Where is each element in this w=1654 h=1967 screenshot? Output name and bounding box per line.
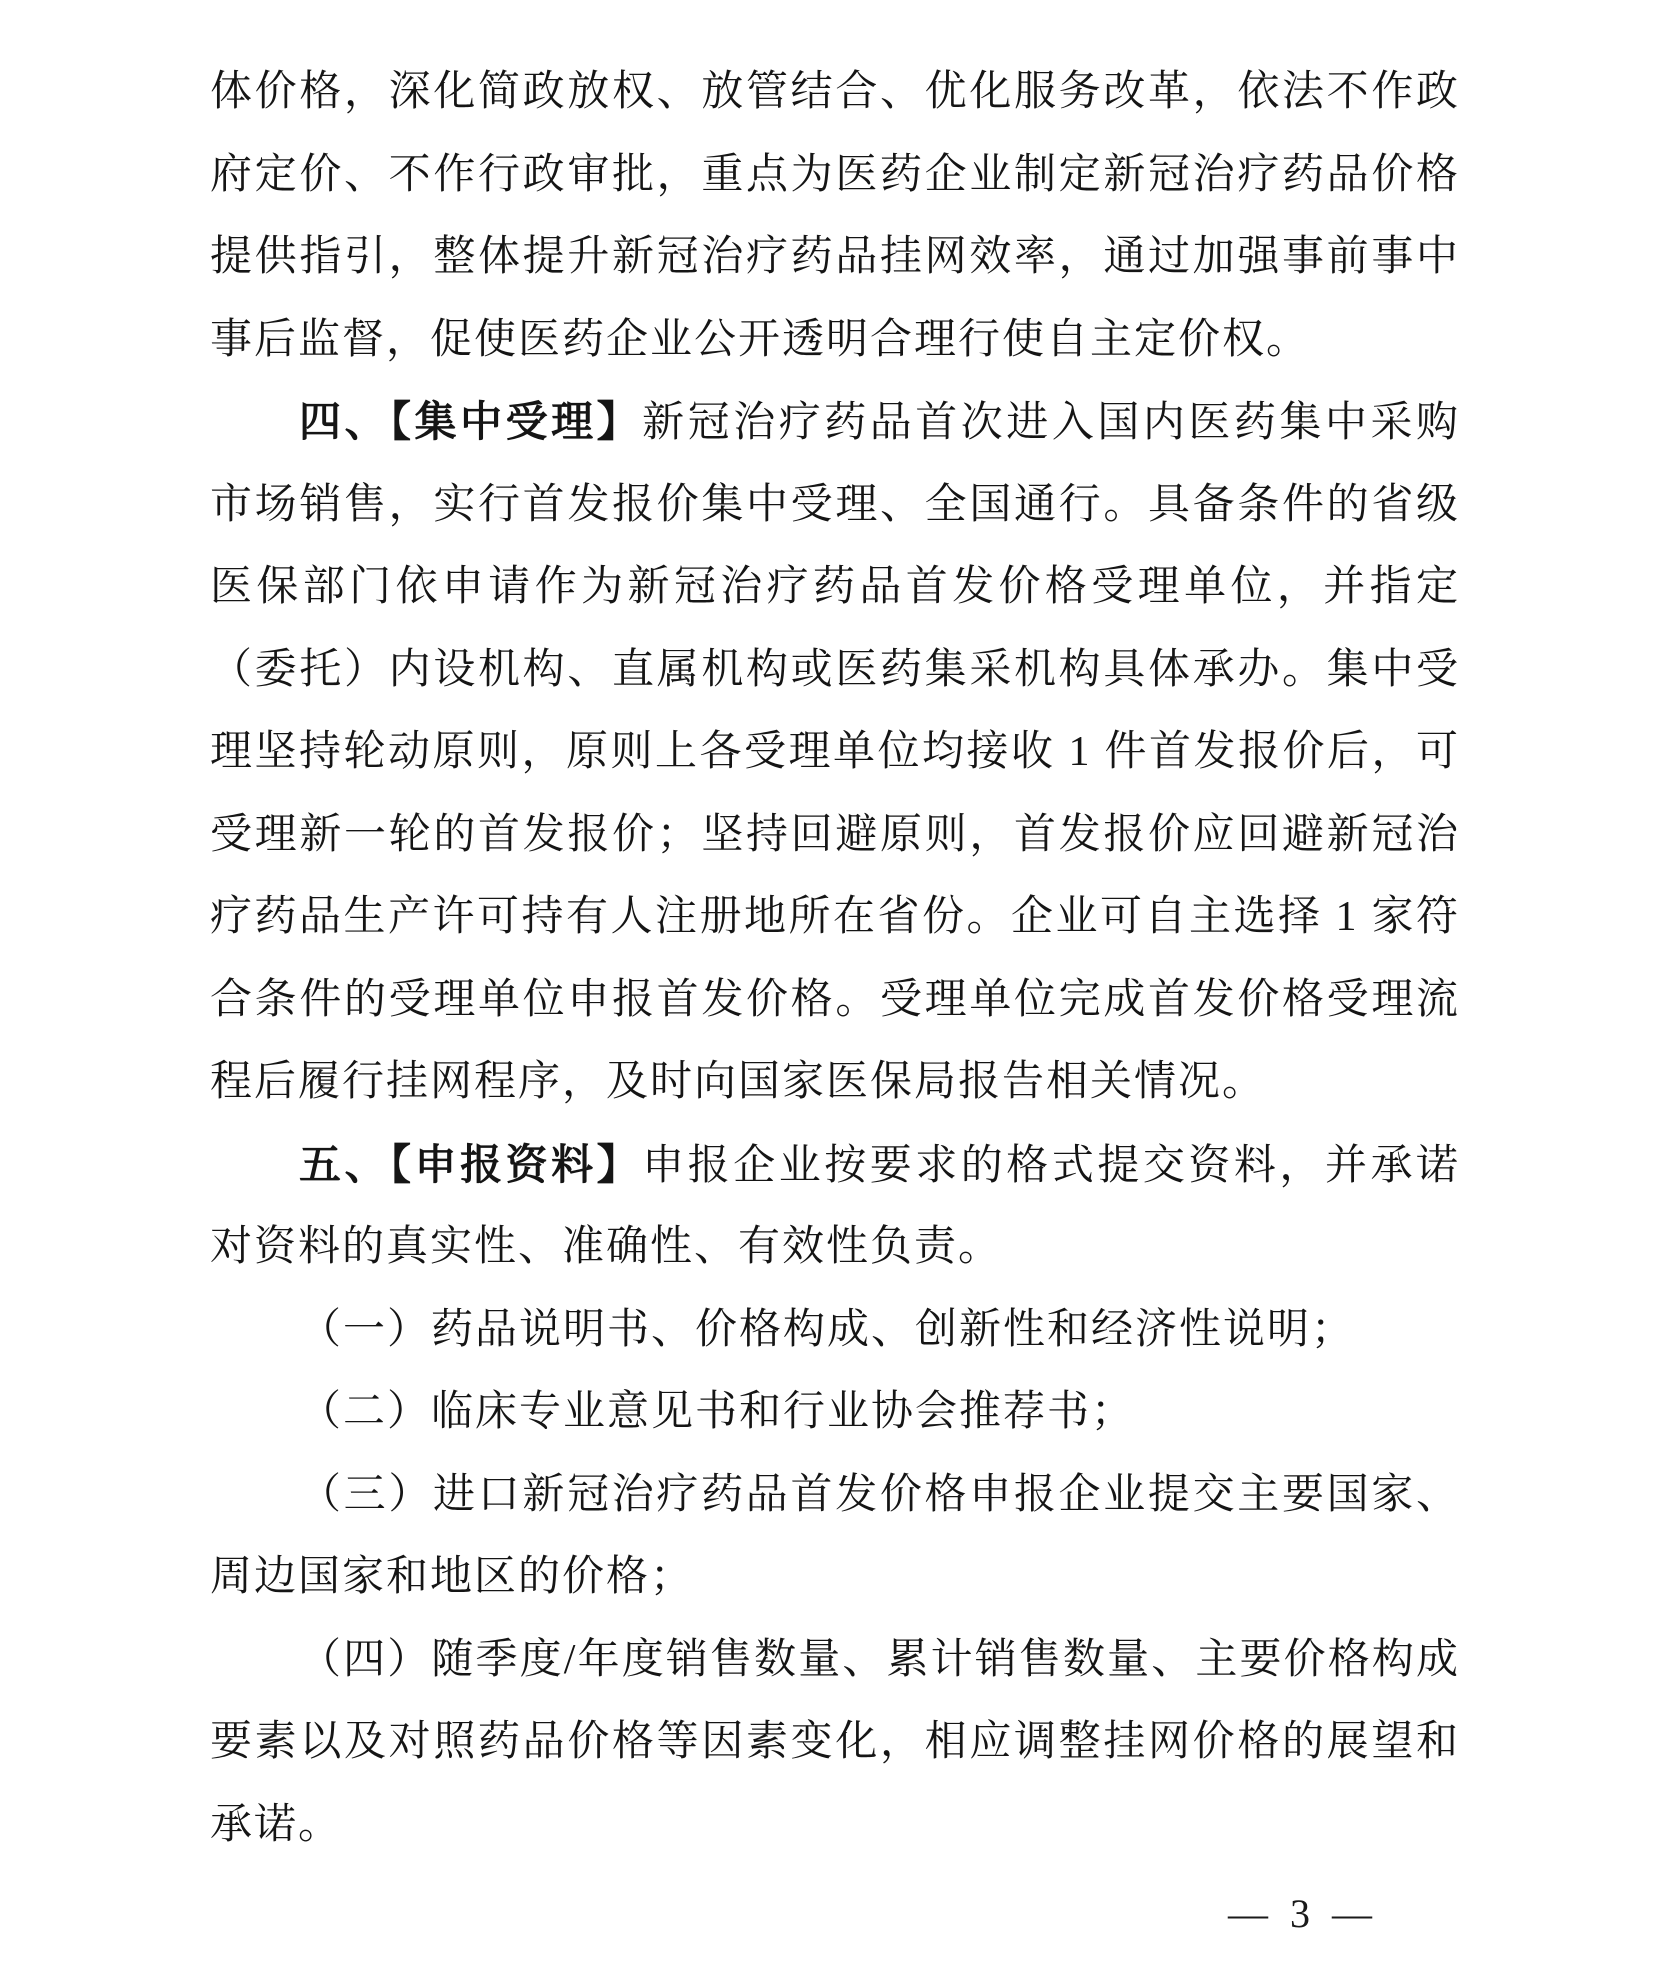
text-line xyxy=(210,1784,1460,1867)
text-segment: 新冠治疗药品首次进入国内医药集中采购 xyxy=(642,400,1460,446)
text-line xyxy=(210,1041,1460,1124)
page-number: — 3 — xyxy=(1228,1891,1378,1936)
text-segment: 市场销售，实行首发报价集中受理、全国通行。具备条件的省级 xyxy=(210,481,1460,528)
text-line xyxy=(210,794,1460,877)
text-segment: 事后监督，促使医药企业公开透明合理行使自主定价权。 xyxy=(210,316,1311,363)
text-line xyxy=(210,1124,1460,1207)
text-line xyxy=(210,1371,1460,1454)
text-segment: 受理新一轮的首发报价；坚持回避原则，首发报价应回避新冠治 xyxy=(210,811,1460,858)
text-segment: 府定价、不作行政审批，重点为医药企业制定新冠治疗药品价格 xyxy=(210,151,1460,198)
text-segment: 疗药品生产许可持有人注册地所在省份。企业可自主选择 1 家符 xyxy=(210,894,1460,940)
document-body xyxy=(210,51,1460,1866)
text-line xyxy=(210,1289,1460,1372)
text-line xyxy=(210,464,1460,547)
section-heading: 四、【集中受理】 xyxy=(299,398,643,445)
text-line xyxy=(210,959,1460,1042)
text-segment: 承诺。 xyxy=(210,1801,343,1848)
text-line xyxy=(210,134,1460,217)
text-line xyxy=(210,51,1460,134)
text-line xyxy=(210,711,1460,794)
text-segment: 理坚持轮动原则，原则上各受理单位均接收 1 件首发报价后，可 xyxy=(210,729,1460,775)
text-line xyxy=(210,546,1460,629)
text-line xyxy=(210,1454,1460,1537)
text-segment: 申报企业按要求的格式提交资料，并承诺 xyxy=(642,1142,1460,1189)
text-segment: （委托）内设机构、直属机构或医药集采机构具体承办。集中受 xyxy=(210,646,1460,693)
text-segment: （四）随季度/年度销售数量、累计销售数量、主要价格构成 xyxy=(299,1636,1460,1683)
text-segment: 要素以及对照药品价格等因素变化，相应调整挂网价格的展望和 xyxy=(210,1719,1460,1765)
text-line xyxy=(210,629,1460,712)
text-line xyxy=(210,1619,1460,1702)
text-segment: （三）进口新冠治疗药品首发价格申报企业提交主要国家、 xyxy=(299,1471,1460,1518)
text-line xyxy=(210,216,1460,299)
section-heading: 五、【申报资料】 xyxy=(299,1140,643,1188)
text-segment: 对资料的真实性、准确性、有效性负责。 xyxy=(210,1224,1003,1270)
text-segment: 提供指引，整体提升新冠治疗药品挂网效率，通过加强事前事中 xyxy=(210,234,1460,280)
text-line xyxy=(210,1206,1460,1289)
text-line xyxy=(210,381,1460,464)
text-line xyxy=(210,299,1460,382)
text-line xyxy=(210,1701,1460,1784)
text-segment: 程后履行挂网程序，及时向国家医保局报告相关情况。 xyxy=(210,1059,1267,1105)
text-segment: （一）药品说明书、价格构成、创新性和经济性说明； xyxy=(299,1306,1356,1353)
text-segment: 周边国家和地区的价格； xyxy=(210,1554,695,1600)
text-segment: 体价格，深化简政放权、放管结合、优化服务改革，依法不作政 xyxy=(210,69,1460,115)
text-segment: 医保部门依申请作为新冠治疗药品首发价格受理单位，并指定 xyxy=(210,564,1460,610)
text-segment: （二）临床专业意见书和行业协会推荐书； xyxy=(299,1389,1136,1435)
text-segment: 合条件的受理单位申报首发价格。受理单位完成首发价格受理流 xyxy=(210,976,1460,1023)
text-line xyxy=(210,1536,1460,1619)
text-line xyxy=(210,876,1460,959)
